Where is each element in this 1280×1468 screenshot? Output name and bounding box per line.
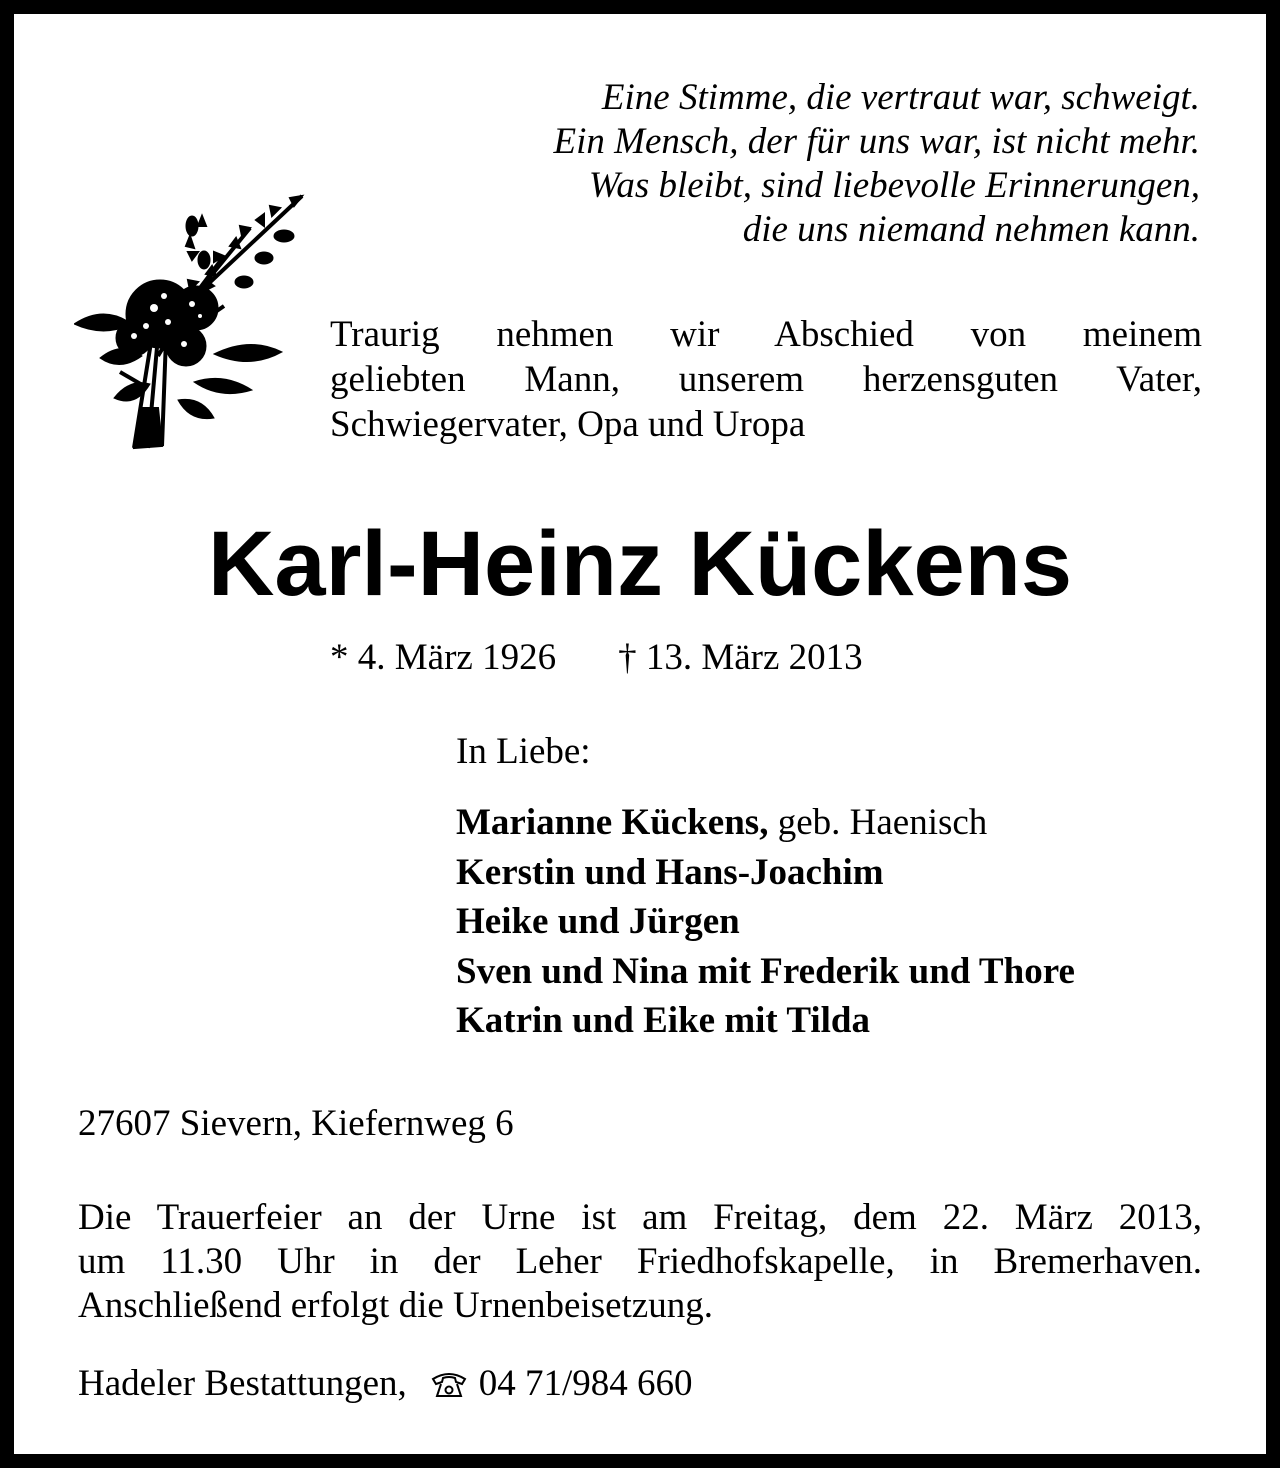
poem-line: Was bleibt, sind liebevolle Erinnerungen, bbox=[588, 165, 1200, 206]
ceremony-info bbox=[78, 1196, 1202, 1328]
undertaker-name: Hadeler Bestattungen, bbox=[78, 1363, 407, 1404]
mourner-name: Marianne Kückens, bbox=[456, 802, 769, 843]
flower-bouquet-icon bbox=[74, 186, 314, 458]
mourner-line bbox=[456, 848, 1075, 898]
poem-line: Ein Mensch, der für uns war, ist nicht mehr. bbox=[553, 121, 1200, 162]
ceremony-line: Die Trauerfeier an der Urne ist am Freitag, dem 22. März 2013, bbox=[78, 1197, 1202, 1238]
mourner-line bbox=[456, 897, 1075, 947]
birth-date: * 4. März 1926 bbox=[330, 637, 557, 678]
mourners-heading: In Liebe: bbox=[456, 731, 591, 772]
farewell-line: Traurig nehmen wir Abschied von meinem bbox=[330, 314, 1202, 355]
mourner-note: geb. Haenisch bbox=[768, 802, 988, 843]
life-dates bbox=[330, 636, 863, 680]
mourner-line bbox=[456, 798, 1075, 848]
address: 27607 Sievern, Kiefernweg 6 bbox=[78, 1103, 514, 1144]
ceremony-line: Anschließend erfolgt die Urnenbeisetzung. bbox=[78, 1285, 713, 1326]
farewell-text bbox=[330, 312, 1202, 447]
ceremony-line: um 11.30 Uhr in der Leher Friedhofskapelle, in Bremerhaven. bbox=[78, 1241, 1202, 1282]
farewell-line: Schwiegervater, Opa und Uropa bbox=[330, 404, 806, 445]
mourner-line bbox=[456, 947, 1075, 997]
undertaker-contact bbox=[78, 1362, 693, 1406]
memorial-poem bbox=[340, 76, 1200, 252]
telephone-icon bbox=[429, 1362, 469, 1406]
deceased-name: Karl-Heinz Kückens bbox=[207, 513, 1073, 615]
poem-line: Eine Stimme, die vertraut war, schweigt. bbox=[601, 77, 1200, 118]
death-date: † 13. März 2013 bbox=[618, 637, 863, 678]
mourner-name: Sven und Nina mit Frederik und Thore bbox=[456, 950, 1075, 992]
mourner-name: Kerstin und Hans-Joachim bbox=[456, 851, 884, 893]
mourner-name: Heike und Jürgen bbox=[456, 901, 740, 942]
poem-line: die uns niemand nehmen kann. bbox=[742, 209, 1200, 250]
farewell-line: geliebten Mann, unserem herzensguten Vater, bbox=[330, 359, 1202, 400]
phone-number: 04 71/984 660 bbox=[478, 1363, 693, 1404]
mourner-line bbox=[456, 996, 1075, 1046]
mourners-list bbox=[456, 798, 1075, 1046]
mourner-name: Katrin und Eike mit Tilda bbox=[456, 1000, 870, 1041]
